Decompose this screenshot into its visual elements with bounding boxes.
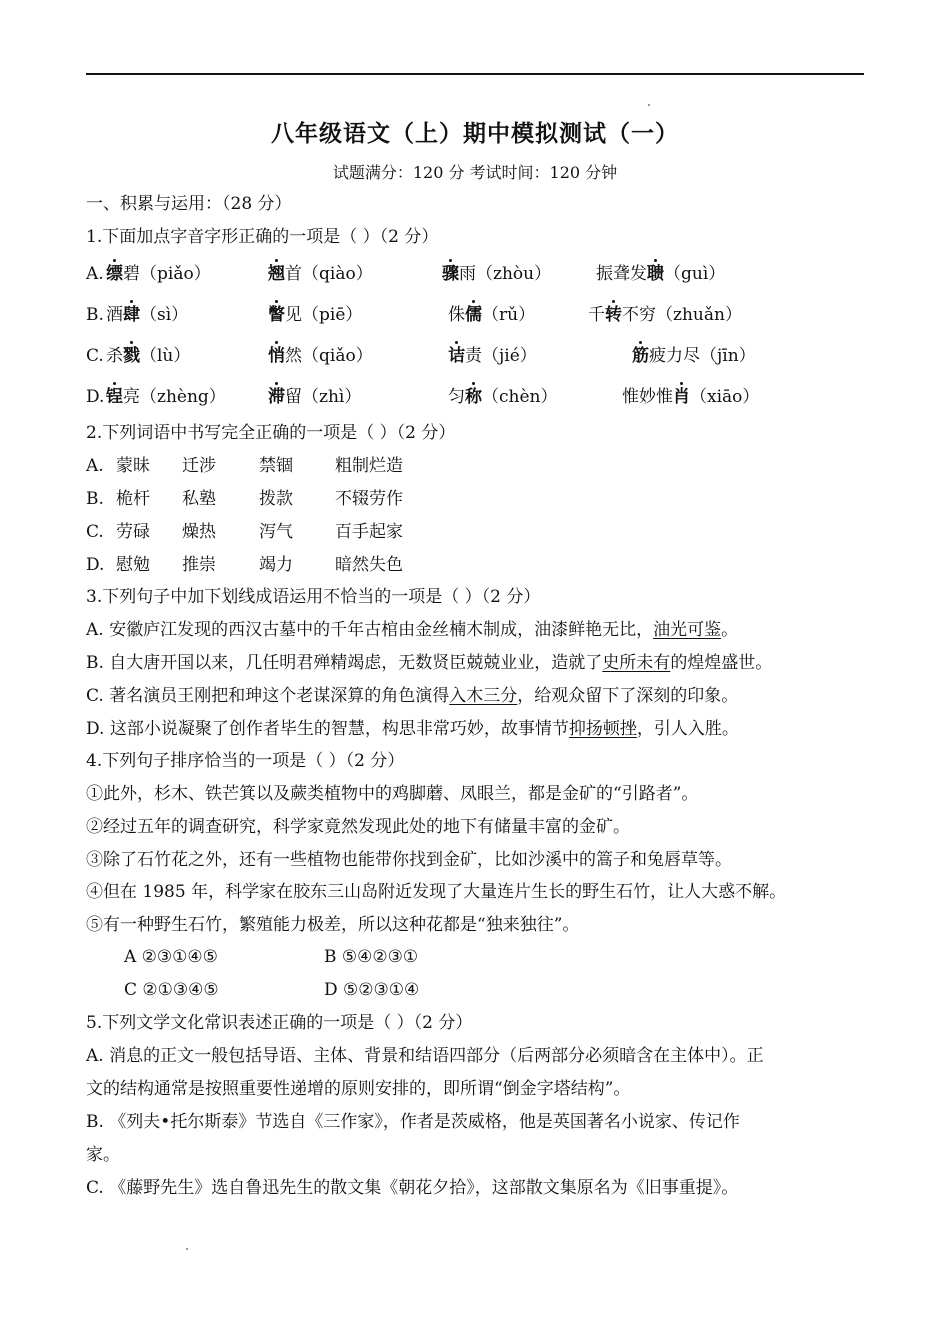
dotted-character: 滞 — [268, 387, 285, 407]
dotted-character: 筋 — [632, 346, 649, 366]
numbered-sentence: ④但在 1985 年，科学家在胶东三山岛附近发现了大量连片生长的野生石竹，让人大惑不解。 — [86, 882, 787, 902]
word-prefix: 振聋发 — [596, 264, 647, 284]
option-label: B. — [86, 305, 104, 325]
word-suffix: 不穷（zhuǎn） — [622, 305, 742, 325]
word-suffix: （guì） — [664, 264, 726, 284]
dotted-character: 称 — [465, 387, 482, 407]
option-label: C. — [86, 346, 104, 366]
underlined-idiom: 抑扬顿挫 — [568, 719, 637, 739]
question-2-stem: 2.下列词语中书写完全正确的一项是（ ）（2 分） — [86, 423, 456, 443]
underlined-idiom: 入木三分 — [449, 686, 518, 706]
sentence-text: 的煌煌盛世。 — [670, 653, 773, 673]
word-prefix: 惟妙惟 — [622, 387, 673, 407]
dotted-character: 转 — [605, 305, 622, 325]
option-text: B. 《列夫•托尔斯泰》节选自《三作家》，作者是茨威格，他是英国著名小说家、传记作 — [86, 1112, 740, 1132]
option-word — [448, 345, 537, 367]
exam-info: 试题满分：120 分 考试时间：120 分钟 — [332, 163, 618, 182]
option-text: 家。 — [86, 1145, 120, 1165]
word-suffix: （xiāo） — [690, 387, 760, 407]
page-title: 八年级语文（上）期中模拟测试（一） — [271, 120, 679, 147]
word-suffix: 然（qiǎo） — [285, 346, 373, 366]
option-word: 推崇 — [182, 555, 216, 575]
dotted-character: 锃 — [106, 387, 123, 407]
numbered-sentence: ②经过五年的调查研究，科学家竟然发现此处的地下有储量丰富的金矿。 — [86, 817, 630, 837]
dotted-character: 肆 — [123, 305, 140, 325]
option-text: 文的结构通常是按照重要性递增的原则安排的，即所谓“倒金字塔结构”。 — [86, 1079, 631, 1099]
question-1-stem: 1.下面加点字音字形正确的一项是（ ）（2 分） — [86, 227, 439, 247]
dotted-character: 缥 — [106, 264, 123, 284]
underlined-idiom: 史所未有 — [602, 653, 671, 673]
dotted-character: 戮 — [123, 346, 140, 366]
option-text: A. 消息的正文一般包括导语、主体、背景和结语四部分（后两部分必须暗含在主体中）。正 — [86, 1046, 764, 1066]
question-3-stem: 3.下列句子中加下划线成语运用不恰当的一项是（ ）（2 分） — [86, 587, 541, 607]
numbered-sentence: ③除了石竹花之外，还有一些植物也能带你找到金矿，比如沙溪中的篙子和兔唇草等。 — [86, 850, 732, 870]
word-prefix: 千 — [588, 305, 605, 325]
header-rule — [86, 73, 864, 75]
word-suffix: 疲力尽（jīn） — [649, 346, 756, 366]
option-word — [106, 345, 190, 367]
word-suffix: 首（qiào） — [285, 264, 373, 284]
option-word — [588, 304, 742, 326]
dotted-character: 聩 — [647, 264, 664, 284]
sentence-text: D. 这部小说凝聚了创作者毕生的智慧，构思非常巧妙，故事情节 — [86, 719, 569, 739]
dotted-character: 骤 — [442, 264, 459, 284]
answer-choice: A ②③①④⑤ — [124, 947, 218, 967]
option-word: 蒙昧 — [116, 456, 150, 476]
option-word — [622, 386, 759, 408]
option-word: 燥热 — [182, 522, 216, 542]
option-word: 劳碌 — [116, 522, 150, 542]
option-word — [268, 263, 373, 285]
word-prefix: 杀 — [106, 346, 123, 366]
scan-speck — [648, 104, 650, 106]
option-word: 桅杆 — [116, 489, 150, 509]
option-text: C. 《藤野先生》选自鲁迅先生的散文集《朝花夕拾》，这部散文集原名为《旧事重提》。 — [86, 1178, 739, 1198]
word-suffix: 留（zhì） — [285, 387, 362, 407]
word-prefix: 侏 — [448, 305, 465, 325]
option-word — [268, 386, 361, 408]
option-word — [442, 263, 551, 285]
option-word: 泻气 — [259, 522, 293, 542]
word-suffix: （chèn） — [482, 387, 558, 407]
option-word — [596, 263, 725, 285]
word-prefix: 酒 — [106, 305, 123, 325]
sentence-text: C. 著名演员王刚把和珅这个老谋深算的角色演得 — [86, 686, 450, 706]
option-label: A. — [86, 264, 104, 284]
option-word: 迁涉 — [182, 456, 216, 476]
numbered-sentence: ①此外，杉木、铁芒箕以及蕨类植物中的鸡脚蘑、凤眼兰，都是金矿的“引路者”。 — [86, 784, 699, 804]
word-suffix: （lù） — [140, 346, 191, 366]
answer-choice: B ⑤④②③① — [324, 947, 419, 967]
option-word: 百手起家 — [335, 522, 403, 542]
option-word: 慰勉 — [116, 555, 150, 575]
dotted-character: 诘 — [448, 346, 465, 366]
option-word: 私塾 — [182, 489, 216, 509]
option-label: C. — [86, 522, 104, 542]
option-sentence — [86, 652, 772, 674]
word-suffix: （rǔ） — [482, 305, 536, 325]
underlined-idiom: 油光可鉴 — [653, 620, 722, 640]
option-word: 竭力 — [259, 555, 293, 575]
word-suffix: 见（piē） — [285, 305, 363, 325]
option-sentence — [86, 718, 739, 740]
sentence-text: 。 — [721, 620, 739, 640]
option-word — [268, 345, 373, 367]
sentence-text: ，给观众留下了深刻的印象。 — [517, 686, 739, 706]
sentence-text: B. 自大唐开国以来，几任明君殚精竭虑，无数贤臣兢兢业业，造就了 — [86, 653, 603, 673]
word-suffix: （sì） — [140, 305, 189, 325]
option-word — [106, 386, 226, 408]
word-suffix: 碧（piǎo） — [123, 264, 211, 284]
question-4-stem: 4.下列句子排序恰当的一项是（ ）（2 分） — [86, 751, 405, 771]
dotted-character: 肖 — [673, 387, 690, 407]
option-word — [106, 263, 211, 285]
option-word: 粗制烂造 — [335, 456, 403, 476]
dotted-character: 瞥 — [268, 305, 285, 325]
scan-speck — [186, 1248, 188, 1250]
option-word: 不辍劳作 — [335, 489, 403, 509]
word-prefix: 匀 — [448, 387, 465, 407]
sentence-text: ，引人入胜。 — [636, 719, 739, 739]
option-word — [106, 304, 188, 326]
word-suffix: 责（jié） — [465, 346, 537, 366]
answer-choice: C ②①③④⑤ — [124, 980, 219, 1000]
option-word: 拨款 — [259, 489, 293, 509]
option-word — [632, 345, 756, 367]
option-label: D. — [86, 555, 105, 575]
option-word: 禁锢 — [259, 456, 293, 476]
option-word — [448, 386, 557, 408]
section-heading: 一、积累与运用：（28 分） — [86, 194, 292, 214]
option-sentence — [86, 685, 738, 707]
option-word — [268, 304, 362, 326]
option-word — [448, 304, 535, 326]
sentence-text: A. 安徽庐江发现的西汉古墓中的千年古棺由金丝楠木制成，油漆鲜艳无比， — [86, 620, 654, 640]
dotted-character: 悄 — [268, 346, 285, 366]
question-5-stem: 5.下列文学文化常识表述正确的一项是（ ）（2 分） — [86, 1013, 473, 1033]
word-suffix: 雨（zhòu） — [459, 264, 552, 284]
dotted-character: 儒 — [465, 305, 482, 325]
option-label: B. — [86, 489, 104, 509]
dotted-character: 翘 — [268, 264, 285, 284]
option-label: A. — [86, 456, 104, 476]
answer-choice: D ⑤②③①④ — [324, 980, 420, 1000]
option-word: 暗然失色 — [335, 555, 403, 575]
word-suffix: 亮（zhèng） — [123, 387, 226, 407]
option-label: D. — [86, 387, 105, 407]
numbered-sentence: ⑤有一种野生石竹，繁殖能力极差，所以这种花都是“独来独往”。 — [86, 915, 580, 935]
option-sentence — [86, 619, 738, 641]
